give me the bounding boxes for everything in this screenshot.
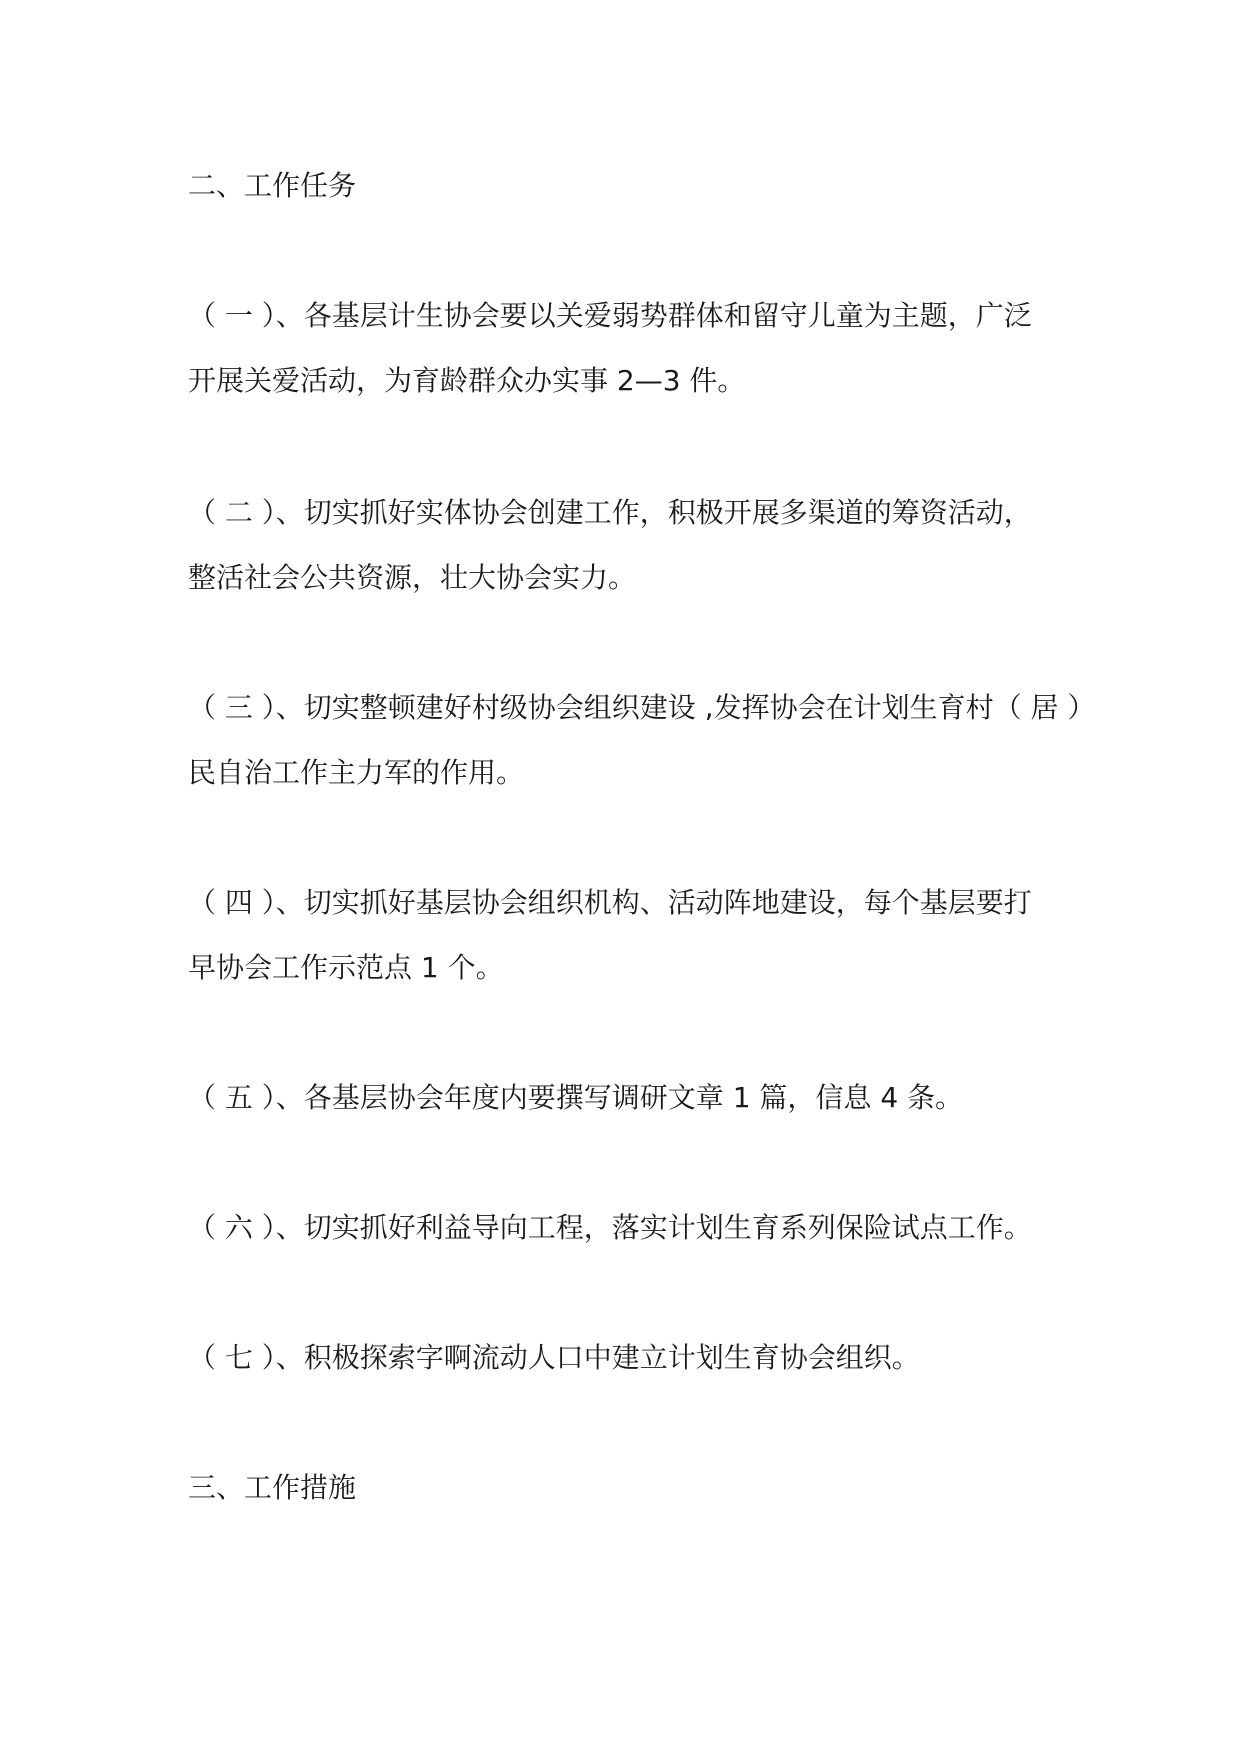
item-1-line-1: （ 一 ）、各基层计生协会要以关爱弱势群体和留守儿童为主题，广泛 (188, 299, 1032, 332)
item-6-line-1: （ 六 ）、切实抓好利益导向工程，落实计划生育系列保险试点工作。 (188, 1211, 1032, 1244)
item-2-line-1: （ 二 ）、切实抓好实体协会创建工作，积极开展多渠道的筹资活动， (188, 496, 1032, 529)
item-5-line-1: （ 五 ）、各基层协会年度内要撰写调研文章 1 篇，信息 4 条。 (188, 1081, 964, 1114)
item-4-line-1: （ 四 ）、切实抓好基层协会组织机构、活动阵地建设，每个基层要打 (188, 886, 1032, 919)
item-3-line-2: 民自治工作主力军的作用。 (188, 756, 525, 789)
section-heading-work-measures: 三、工作措施 (188, 1471, 357, 1504)
section-heading-work-tasks: 二、工作任务 (188, 169, 357, 202)
item-3-line-1: （ 三 ）、切实整顿建好村级协会组织建设 ,发挥协会在计划生育村（ 居 ） (188, 691, 1096, 724)
item-1-line-2: 开展关爱活动，为育龄群众办实事 2—3 件。 (188, 364, 746, 397)
item-4-line-2: 早协会工作示范点 1 个。 (188, 951, 504, 984)
item-7-line-1: （ 七 ）、积极探索字啊流动人口中建立计划生育协会组织。 (188, 1341, 920, 1374)
item-2-line-2: 整活社会公共资源，壮大协会实力。 (188, 561, 637, 594)
